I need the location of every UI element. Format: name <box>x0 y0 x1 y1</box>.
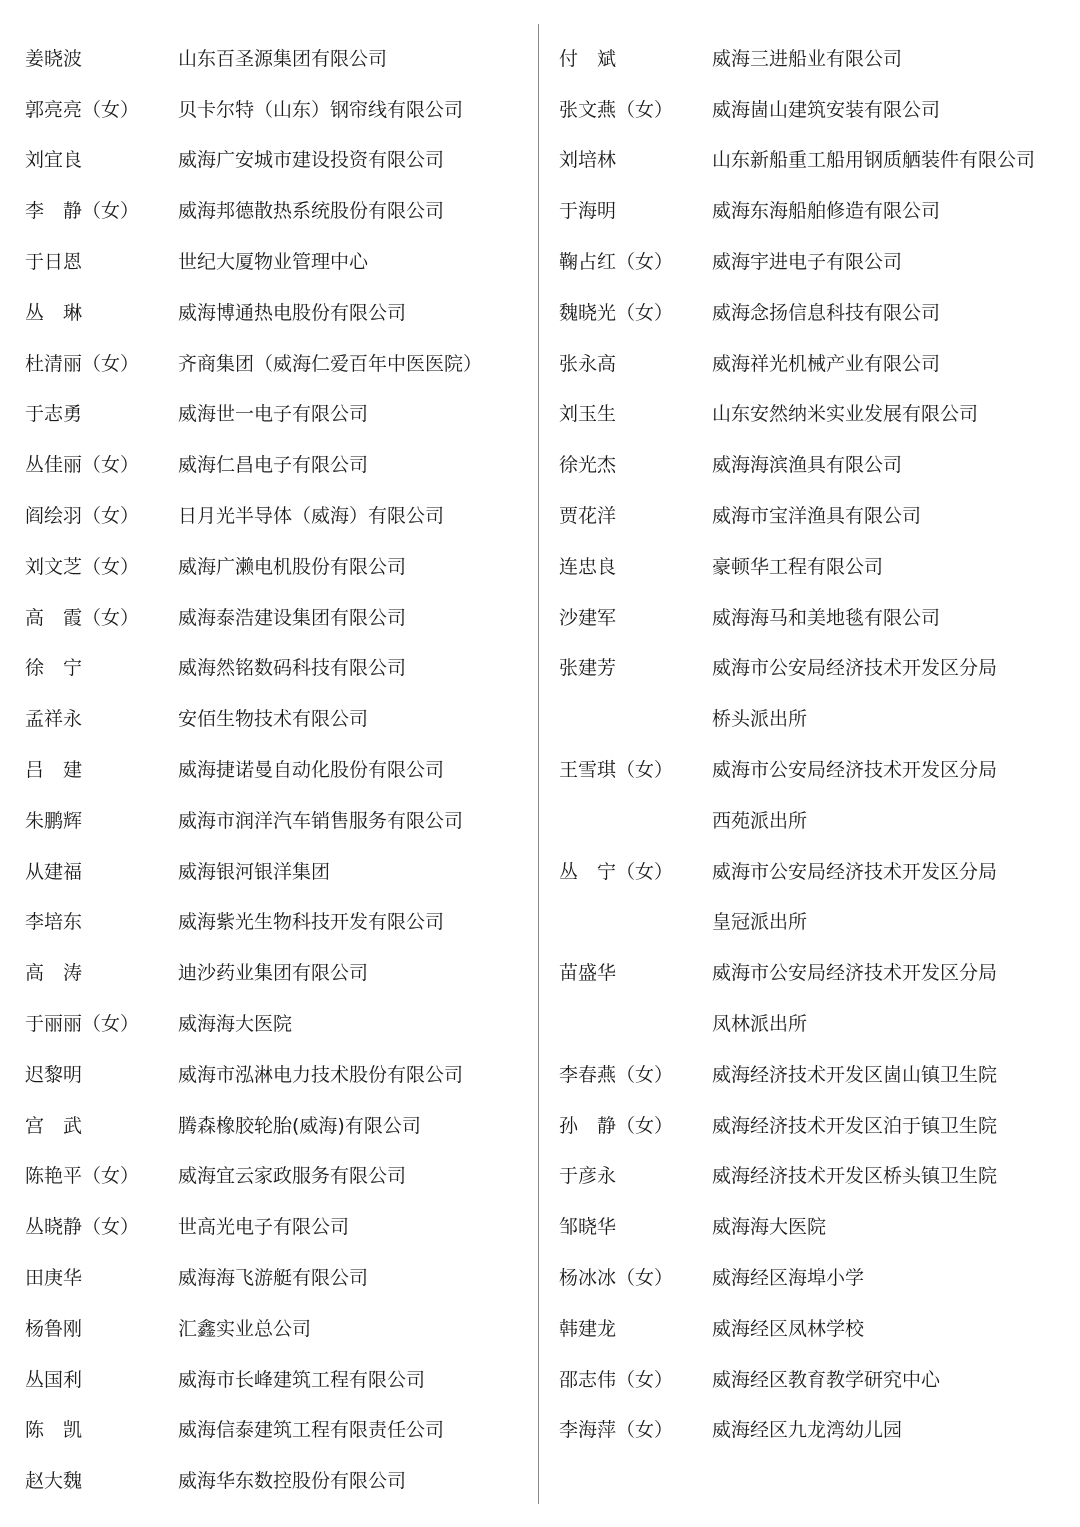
person-name: 高 涛 <box>25 962 83 985</box>
organization-name: 齐商集团（威海仁爱百年中医医院） <box>178 352 483 375</box>
person-name: 李春燕（女） <box>559 1063 674 1086</box>
person-name: 于日恩 <box>25 251 83 274</box>
person-name: 孟祥永 <box>25 708 83 731</box>
list-item <box>559 593 1074 644</box>
list-item <box>25 1101 530 1152</box>
organization-name: 威海市宝洋渔具有限公司 <box>712 505 922 528</box>
person-name: 杜清丽（女） <box>25 352 140 375</box>
list-item <box>25 237 530 288</box>
organization-name: 威海经济技术开发区泊于镇卫生院 <box>712 1114 998 1137</box>
person-name: 王雪琪（女） <box>559 759 674 782</box>
organization-name: 威海海飞游艇有限公司 <box>178 1267 369 1290</box>
list-item <box>559 1152 1074 1203</box>
person-name: 贾花洋 <box>559 505 617 528</box>
person-name: 陈艳平（女） <box>25 1165 140 1188</box>
list-item <box>559 999 1074 1050</box>
organization-name: 威海泰浩建设集团有限公司 <box>178 606 407 629</box>
person-name: 张永高 <box>559 352 617 375</box>
list-item <box>559 796 1074 847</box>
organization-name: 威海银河银洋集团 <box>178 860 331 883</box>
list-item <box>25 847 530 898</box>
organization-name: 威海市公安局经济技术开发区分局 <box>712 759 998 782</box>
person-name: 丛 琳 <box>25 301 83 324</box>
organization-name: 威海宜云家政服务有限公司 <box>178 1165 407 1188</box>
person-name: 沙建军 <box>559 606 617 629</box>
person-name: 田庚华 <box>25 1267 83 1290</box>
list-item <box>25 390 530 441</box>
person-name: 姜晓波 <box>25 47 83 70</box>
list-item <box>25 1406 530 1457</box>
list-item <box>559 644 1074 695</box>
list-item <box>25 1253 530 1304</box>
person-name: 孙 静（女） <box>559 1114 674 1137</box>
person-name: 吕 建 <box>25 759 83 782</box>
list-item <box>25 136 530 187</box>
person-name: 于海明 <box>559 200 617 223</box>
list-item <box>25 898 530 949</box>
list-item <box>559 440 1074 491</box>
list-item <box>25 1202 530 1253</box>
list-item <box>25 1456 530 1507</box>
organization-name: 威海海大医院 <box>712 1216 827 1239</box>
list-item <box>25 542 530 593</box>
person-name: 徐光杰 <box>559 454 617 477</box>
person-name: 韩建龙 <box>559 1317 617 1340</box>
list-item <box>559 694 1074 745</box>
organization-name: 威海经区凤林学校 <box>712 1317 865 1340</box>
person-name: 鞠占红（女） <box>559 251 674 274</box>
list-item <box>559 1406 1074 1457</box>
person-name: 连忠良 <box>559 555 617 578</box>
list-item <box>25 999 530 1050</box>
list-item <box>25 593 530 644</box>
person-name: 杨鲁刚 <box>25 1317 83 1340</box>
organization-name: 威海信泰建筑工程有限责任公司 <box>178 1419 445 1442</box>
list-item <box>559 1202 1074 1253</box>
person-name: 丛晓静（女） <box>25 1216 140 1239</box>
person-name: 张文燕（女） <box>559 98 674 121</box>
organization-name: 威海市长峰建筑工程有限公司 <box>178 1368 426 1391</box>
person-name: 阎绘羽（女） <box>25 505 140 528</box>
person-name: 刘宜良 <box>25 149 83 172</box>
organization-name: 世高光电子有限公司 <box>178 1216 350 1239</box>
list-item <box>25 288 530 339</box>
person-name: 陈 凯 <box>25 1419 83 1442</box>
list-item <box>559 1355 1074 1406</box>
right-column <box>559 34 1074 1456</box>
organization-name: 威海经区教育教学研究中心 <box>712 1368 941 1391</box>
list-item <box>559 847 1074 898</box>
organization-name: 世纪大厦物业管理中心 <box>178 251 369 274</box>
organization-name: 日月光半导体（威海）有限公司 <box>178 505 445 528</box>
organization-name: 威海经济技术开发区桥头镇卫生院 <box>712 1165 998 1188</box>
person-name: 徐 宁 <box>25 657 83 680</box>
organization-name: 威海海大医院 <box>178 1013 293 1036</box>
organization-name: 贝卡尔特（山东）钢帘线有限公司 <box>178 98 464 121</box>
person-name: 付 斌 <box>559 47 617 70</box>
organization-name: 威海捷诺曼自动化股份有限公司 <box>178 759 445 782</box>
organization-name: 威海市公安局经济技术开发区分局 <box>712 657 998 680</box>
list-item <box>25 1304 530 1355</box>
list-item <box>559 85 1074 136</box>
person-name: 刘玉生 <box>559 403 617 426</box>
organization-name: 威海三进船业有限公司 <box>712 47 903 70</box>
person-name: 迟黎明 <box>25 1063 83 1086</box>
organization-name: 迪沙药业集团有限公司 <box>178 962 369 985</box>
organization-name: 威海祥光机械产业有限公司 <box>712 352 941 375</box>
list-item <box>559 339 1074 390</box>
organization-name: 安佰生物技术有限公司 <box>178 708 369 731</box>
list-item <box>559 948 1074 999</box>
list-item <box>25 1050 530 1101</box>
person-name: 高 霞（女） <box>25 606 140 629</box>
organization-name: 威海华东数控股份有限公司 <box>178 1470 407 1493</box>
list-item <box>25 1152 530 1203</box>
list-item <box>559 136 1074 187</box>
list-item <box>25 339 530 390</box>
person-name: 于丽丽（女） <box>25 1013 140 1036</box>
list-item <box>559 288 1074 339</box>
person-name: 杨冰冰（女） <box>559 1267 674 1290</box>
person-name: 丛国利 <box>25 1368 83 1391</box>
organization-name: 西苑派出所 <box>712 809 808 832</box>
list-item <box>25 694 530 745</box>
organization-name: 山东新船重工船用钢质舾装件有限公司 <box>712 149 1036 172</box>
organization-name: 汇鑫实业总公司 <box>178 1317 312 1340</box>
person-name: 邵志伟（女） <box>559 1368 674 1391</box>
list-item <box>559 186 1074 237</box>
person-name: 从建福 <box>25 860 83 883</box>
left-column <box>25 34 530 1507</box>
person-name: 李培东 <box>25 911 83 934</box>
person-name: 李海萍（女） <box>559 1419 674 1442</box>
person-name: 邹晓华 <box>559 1216 617 1239</box>
organization-name: 凤林派出所 <box>712 1013 808 1036</box>
person-name: 郭亮亮（女） <box>25 98 140 121</box>
column-divider <box>538 24 539 1504</box>
person-name: 宫 武 <box>25 1114 83 1137</box>
organization-name: 威海海马和美地毯有限公司 <box>712 606 941 629</box>
person-name: 丛佳丽（女） <box>25 454 140 477</box>
organization-name: 威海然铭数码科技有限公司 <box>178 657 407 680</box>
organization-name: 威海邦德散热系统股份有限公司 <box>178 200 445 223</box>
organization-name: 皇冠派出所 <box>712 911 808 934</box>
organization-name: 威海市润洋汽车销售服务有限公司 <box>178 809 464 832</box>
list-item <box>559 237 1074 288</box>
list-item <box>25 186 530 237</box>
organization-name: 威海世一电子有限公司 <box>178 403 369 426</box>
organization-name: 威海崮山建筑安装有限公司 <box>712 98 941 121</box>
person-name: 苗盛华 <box>559 962 617 985</box>
person-name: 于彦永 <box>559 1165 617 1188</box>
list-item <box>559 1101 1074 1152</box>
list-item <box>25 85 530 136</box>
list-item <box>559 898 1074 949</box>
list-item <box>559 1253 1074 1304</box>
organization-name: 威海市泓淋电力技术股份有限公司 <box>178 1063 464 1086</box>
list-item <box>25 644 530 695</box>
list-item <box>559 34 1074 85</box>
organization-name: 腾森橡胶轮胎(威海)有限公司 <box>178 1114 421 1137</box>
organization-name: 山东安然纳米实业发展有限公司 <box>712 403 979 426</box>
organization-name: 威海经区九龙湾幼儿园 <box>712 1419 903 1442</box>
person-name: 张建芳 <box>559 657 617 680</box>
list-item <box>559 1304 1074 1355</box>
person-name: 朱鹏辉 <box>25 809 83 832</box>
list-item <box>25 34 530 85</box>
list-item <box>559 1050 1074 1101</box>
person-name: 丛 宁（女） <box>559 860 674 883</box>
organization-name: 威海宇进电子有限公司 <box>712 251 903 274</box>
list-item <box>25 440 530 491</box>
organization-name: 威海广安城市建设投资有限公司 <box>178 149 445 172</box>
list-item <box>559 390 1074 441</box>
list-item <box>559 745 1074 796</box>
organization-name: 威海经济技术开发区崮山镇卫生院 <box>712 1063 998 1086</box>
person-name: 于志勇 <box>25 403 83 426</box>
person-name: 魏晓光（女） <box>559 301 674 324</box>
organization-name: 山东百圣源集团有限公司 <box>178 47 388 70</box>
organization-name: 威海市公安局经济技术开发区分局 <box>712 860 998 883</box>
list-item <box>559 491 1074 542</box>
organization-name: 豪顿华工程有限公司 <box>712 555 884 578</box>
organization-name: 威海仁昌电子有限公司 <box>178 454 369 477</box>
organization-name: 威海广濑电机股份有限公司 <box>178 555 407 578</box>
organization-name: 威海市公安局经济技术开发区分局 <box>712 962 998 985</box>
list-item <box>25 796 530 847</box>
list-item <box>25 745 530 796</box>
organization-name: 威海紫光生物科技开发有限公司 <box>178 911 445 934</box>
organization-name: 威海东海船舶修造有限公司 <box>712 200 941 223</box>
person-name: 赵大魏 <box>25 1470 83 1493</box>
person-name: 刘文芝（女） <box>25 555 140 578</box>
organization-name: 威海博通热电股份有限公司 <box>178 301 407 324</box>
organization-name: 威海念扬信息科技有限公司 <box>712 301 941 324</box>
list-item <box>559 542 1074 593</box>
person-name: 李 静（女） <box>25 200 140 223</box>
organization-name: 桥头派出所 <box>712 708 808 731</box>
organization-name: 威海海滨渔具有限公司 <box>712 454 903 477</box>
list-item <box>25 948 530 999</box>
list-item <box>25 491 530 542</box>
organization-name: 威海经区海埠小学 <box>712 1267 865 1290</box>
person-name: 刘培林 <box>559 149 617 172</box>
list-item <box>25 1355 530 1406</box>
